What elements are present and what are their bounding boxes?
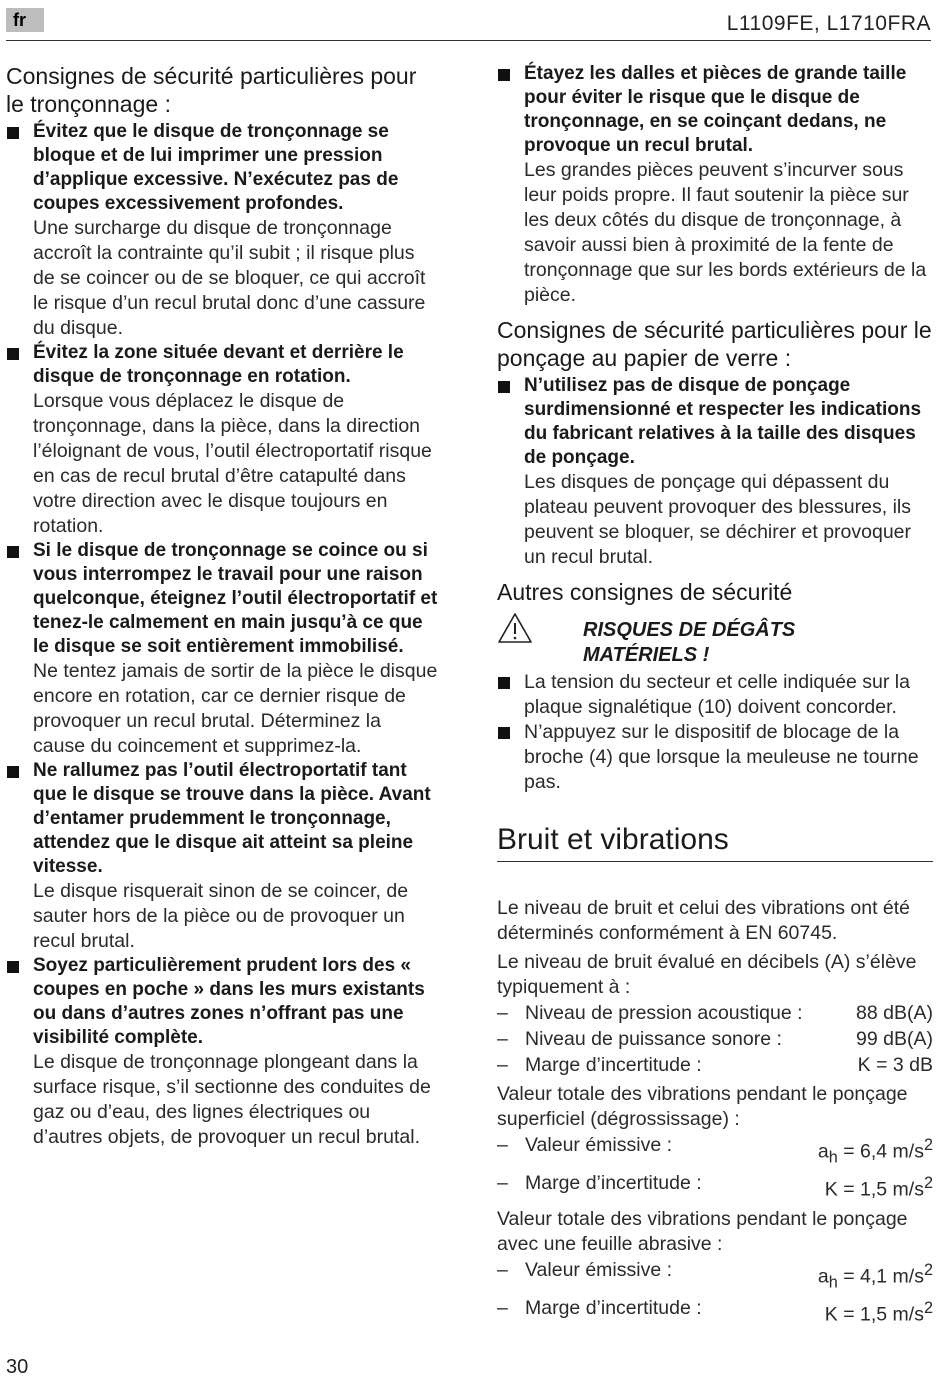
list-item [497, 720, 933, 795]
spec-value: K = 1,5 $m/s^2$ [824, 1299, 933, 1326]
square-bullet-icon [7, 961, 19, 973]
list-item [6, 120, 438, 341]
sanding-safety-heading: Consignes de sécurité particulières pour le ponçage au papier de verre : [497, 317, 932, 371]
item-explanation: Le disque de tronçonnage plongeant dans la surface risque, s’il sectionne des conduites de gaz ou d’eau, des lignes électriques ou d’autres objets, de provoquer un recul brutal. [33, 1051, 431, 1148]
right-column [497, 62, 933, 1328]
item-explanation: N’appuyez sur le dispositif de blocage de la broche (4) que lorsque la meuleuse ne tourne pas. [524, 721, 919, 793]
square-bullet-icon [498, 69, 510, 81]
item-explanation: Les grandes pièces peuvent s’incurver sous leur poids propre. Il faut soutenir la pièce sur les deux côtés du disque de tronçonnage, à savoir aussi bien à proximité de la fente de tronçonnage que sur les bords extérieurs de la pièce. [524, 159, 927, 306]
list-item [497, 62, 933, 308]
warning-text: RISQUES DE DÉGÂTS MATÉRIELS ! [583, 619, 796, 666]
dash: – [497, 1028, 508, 1050]
square-bullet-icon [7, 348, 19, 360]
list-item [497, 374, 933, 570]
warning-block [497, 618, 933, 670]
list-item [6, 759, 438, 954]
vibration-intro-abrasive: Valeur totale des vibrations pendant le ponçage avec une feuille abrasive : [497, 1207, 908, 1255]
item-instruction: Étayez les dalles et pièces de grande taille pour éviter le risque que le disque de tronçonnage, en se coinçant dedans, ne provoque un recul brutal. [524, 63, 907, 156]
square-bullet-icon [7, 766, 19, 778]
spec-value: K = 3 dB [857, 1054, 933, 1076]
dash: – [497, 1258, 508, 1281]
item-explanation: La tension du secteur et celle indiquée sur la plaque signalétique (10) doivent concorder. [524, 671, 910, 718]
spec-value: $a_h = 4,1$ $m/s^2$ [817, 1260, 933, 1292]
item-explanation: Les disques de ponçage qui dépassent du plateau peuvent provoquer des blessures, ils peuvent se bloquer, se déchirer et provoquer un recul brutal. [524, 471, 912, 568]
dash: – [497, 1054, 508, 1076]
spec-row [497, 1052, 933, 1078]
warning-triangle-icon [497, 612, 533, 644]
dash: – [497, 1134, 508, 1156]
square-bullet-icon [7, 127, 19, 139]
square-bullet-icon [498, 677, 510, 689]
spec-value: $a_h = 6,4$ $m/s^2$ [817, 1136, 933, 1167]
section-rule [497, 861, 933, 862]
spec-label: Valeur émissive : [525, 1134, 673, 1156]
list-item [497, 670, 933, 720]
noise-intro: Le niveau de bruit et celui des vibrations ont été déterminés conformément à EN 60745. [497, 897, 911, 944]
spec-value: 99 dB(A) [856, 1028, 933, 1050]
square-bullet-icon [498, 727, 510, 739]
noise-vibration-heading: Bruit et vibrations [497, 823, 729, 856]
item-explanation: Le disque risquerait sinon de se coincer, de sauter hors de la pièce ou de provoquer un recul brutal. [33, 880, 409, 952]
spec-label: Marge d’incertitude : [525, 1054, 702, 1076]
spec-label: Niveau de pression acoustique : [525, 1002, 803, 1024]
spec-row [497, 1295, 933, 1328]
spec-row [497, 1026, 933, 1052]
dash: – [497, 1002, 508, 1024]
page-number: 30 [6, 1356, 29, 1378]
dash: – [497, 1297, 508, 1320]
model-number: L1109FE, L1710FRA [726, 12, 931, 35]
vibration-intro-surface: Valeur totale des vibrations pendant le ponçage superficiel (dégrossissage) : [497, 1083, 908, 1130]
item-explanation: Ne tentez jamais de sortir de la pièce le disque encore en rotation, car ce dernier risque de provoquer un recul brutal. Déterminez la cause du coincement et supprimez-la. [33, 660, 438, 757]
other-safety-heading: Autres consignes de sécurité [497, 579, 793, 605]
square-bullet-icon [7, 546, 19, 558]
spec-value: K = 1,5 $m/s^2$ [824, 1174, 933, 1201]
cutting-safety-heading: Consignes de sécurité particulières pour le tronçonnage : [6, 63, 417, 117]
item-instruction: Si le disque de tronçonnage se coince ou si vous interrompez le travail pour une raison quelconque, éteignez l’outil électroportatif et tenez-le calmement en main jusqu’à ce que le disque se soit entièrement immobilisé. [33, 540, 438, 657]
spec-row [497, 1000, 933, 1026]
spec-label: Valeur émissive : [525, 1258, 673, 1281]
spec-value: 88 dB(A) [856, 1002, 933, 1024]
noise-level-intro: Le niveau de bruit évalué en décibels (A) s’élève typiquement à : [497, 951, 917, 998]
dash: – [497, 1172, 508, 1195]
item-explanation: Une surcharge du disque de tronçonnage accroît la contrainte qu’il subit ; il risque plus de se coincer ou de se bloquer, ce qui accroît le risque d’un recul brutal donc d’une cassure du disque. [33, 217, 426, 339]
spec-label: Marge d’incertitude : [525, 1172, 702, 1195]
item-instruction: Soyez particulièrement prudent lors des « coupes en poche » dans les murs existants ou dans d’autres zones n’offrant pas une visibilité complète. [33, 955, 425, 1048]
item-instruction: Évitez que le disque de tronçonnage se bloque et de lui imprimer une pression d’applique excessive. N’exécutez pas de coupes excessivement profondes. [33, 121, 399, 214]
square-bullet-icon [498, 381, 510, 393]
spec-row [497, 1132, 933, 1170]
item-instruction: Ne rallumez pas l’outil électroportatif tant que le disque se trouve dans la pièce. Avant d’entamer prudemment le tronçonnage, attendez que le disque ait atteint sa pleine vitesse. [33, 760, 431, 877]
left-column [6, 62, 438, 1150]
spec-row [497, 1257, 933, 1295]
spec-row [497, 1170, 933, 1203]
list-item [6, 341, 438, 539]
item-explanation: Lorsque vous déplacez le disque de tronçonnage, dans la pièce, dans la direction l’éloignant de vous, l’outil électroportatif risque en cas de recul brutal d’être catapulté dans votre direction avec le disque toujours en rotation. [33, 390, 432, 537]
header-rule [6, 40, 931, 41]
item-instruction: N’utilisez pas de disque de ponçage surdimensionné et respecter les indications du fabricant relatives à la taille des disques de ponçage. [524, 375, 922, 468]
language-tag: fr [6, 8, 44, 32]
list-item [6, 954, 438, 1150]
item-instruction: Évitez la zone située devant et derrière le disque de tronçonnage en rotation. [33, 342, 404, 387]
spec-label: Marge d’incertitude : [525, 1297, 702, 1320]
list-item [6, 539, 438, 759]
spec-label: Niveau de puissance sonore : [525, 1028, 782, 1050]
